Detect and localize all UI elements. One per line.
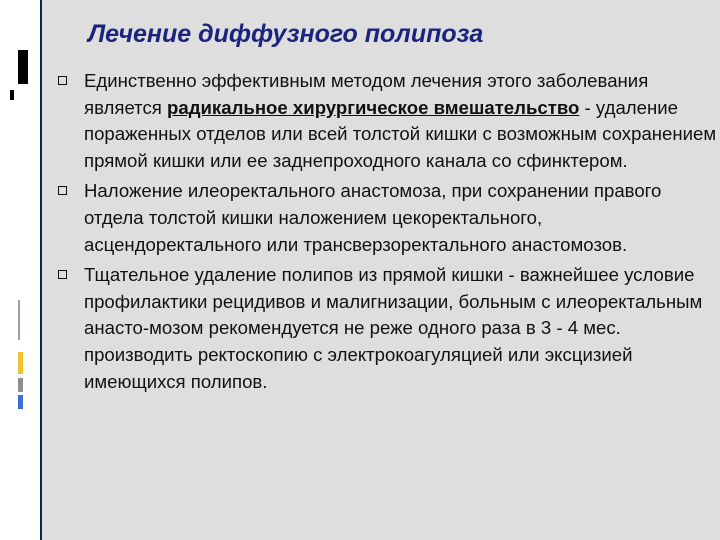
decor-bar-gray-2 [18,378,23,392]
decor-bar-yellow [18,352,23,374]
bullet-item-3 [58,262,720,395]
decor-bar-black-2 [10,90,14,100]
bullet-item-2 [58,178,720,258]
bullet-3-text: Тщательное удаление полипов из прямой кишки - важнейшее условие профилактики рецидивов и малигнизации, больным с илеоректальным анасто-мозом рекомендуется не реже одного раза в 3 - 4 мес. производить ректоскопию с электрокоагуляцией или эксцизией имеющихся полипов. [84,264,703,392]
bullet-1-emphasis: радикальное хирургическое вмешательство [167,96,580,118]
square-bullet-icon [58,186,67,195]
slide-panel [42,0,720,540]
bullet-item-1 [58,68,720,174]
square-bullet-icon [58,270,67,279]
bullet-1-text-start: Единственно эффективным методом лечения этого заболевания является [84,70,649,118]
decor-bar-black-1 [18,50,28,84]
bullet-2-text: Наложение илеоректального анастомоза, при сохранении правого отдела толстой кишки наложением цекоректального, асцендоректального или трансверзоректального анастомозов. [84,180,662,255]
square-bullet-icon [58,76,67,85]
decor-bar-gray-1 [18,300,20,340]
bullet-list [58,68,720,399]
decor-bar-blue [18,395,23,409]
bullet-1-text-end: - удаление пораженных отделов или всей толстой кишки с возможным сохранением прямой кишки или ее заднепроходного канала со сфинктером. [84,96,717,171]
slide-title: Лечение диффузного полипоза [88,20,484,48]
left-decor-strip [0,0,40,540]
